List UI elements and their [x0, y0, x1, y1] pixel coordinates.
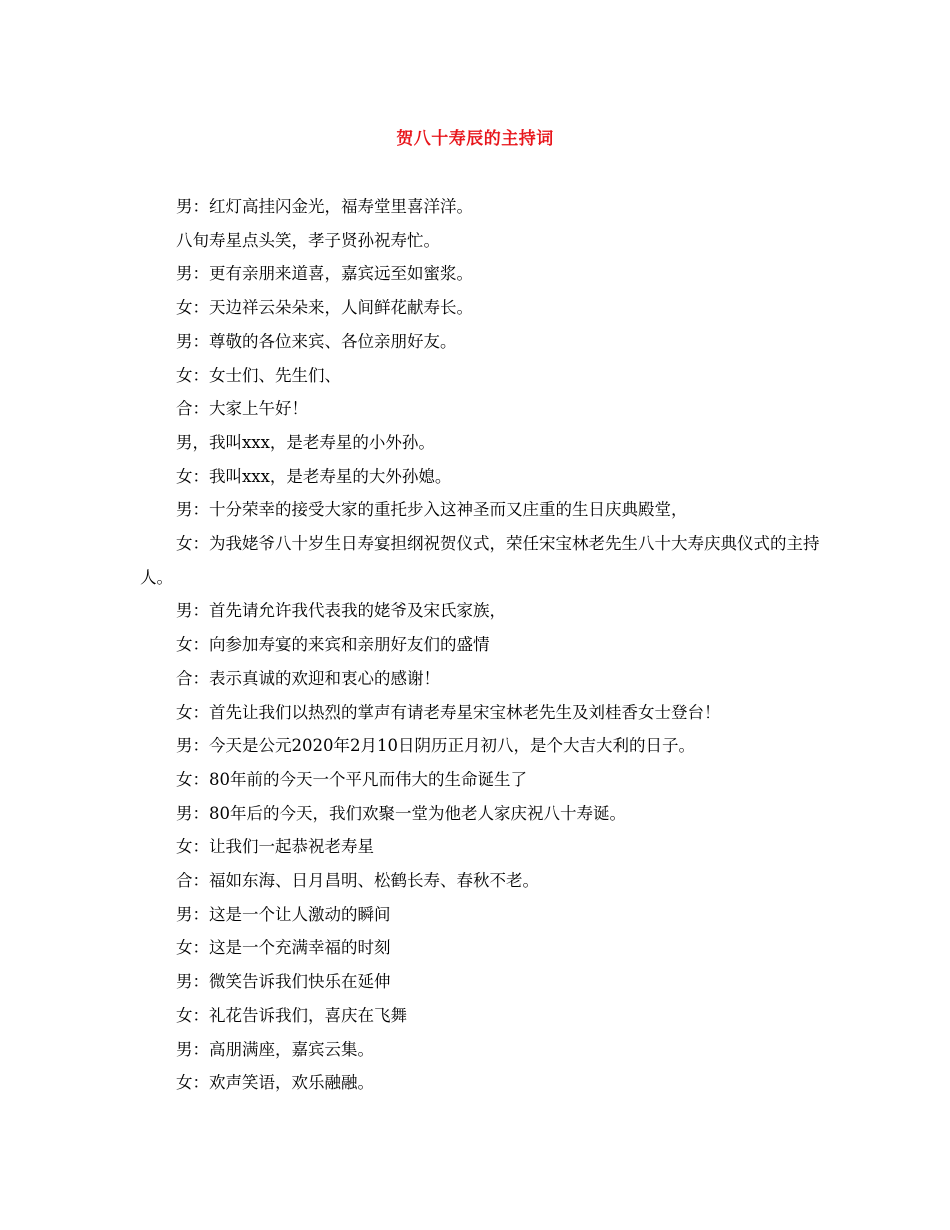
- paragraph: 女：女士们、先生们、: [176, 365, 341, 385]
- paragraph: 女：首先让我们以热烈的掌声有请老寿星宋宝林老先生及刘桂香女士登台！: [176, 702, 721, 722]
- paragraph: 女：我叫xxx，是老寿星的大外孙媳。: [176, 466, 452, 486]
- paragraph: 合：福如东海、日月昌明、松鹤长寿、春秋不老。: [176, 871, 539, 891]
- paragraph: 男：今天是公元2020年2月10日阴历正月初八，是个大吉大利的日子。: [176, 736, 695, 756]
- paragraph: 男：首先请允许我代表我的姥爷及宋氏家族，: [176, 601, 506, 621]
- paragraph: 男：十分荣幸的接受大家的重托步入这神圣而又庄重的生日庆典殿堂，: [176, 500, 688, 520]
- paragraph: 女：欢声笑语，欢乐融融。: [176, 1073, 374, 1093]
- paragraph: 男：尊敬的各位来宾、各位亲朋好友。: [176, 331, 457, 351]
- paragraph: 女：天边祥云朵朵来，人间鲜花献寿长。: [176, 298, 473, 318]
- paragraph: 男，我叫xxx，是老寿星的小外孙。: [176, 432, 435, 452]
- paragraph: 男：高朋满座，嘉宾云集。: [176, 1039, 374, 1059]
- paragraph: 女：礼花告诉我们，喜庆在飞舞: [176, 1005, 407, 1025]
- paragraph: 女：向参加寿宴的来宾和亲朋好友们的盛情: [176, 635, 490, 655]
- paragraph: 合：大家上午好！: [176, 399, 308, 419]
- document-body: [140, 190, 830, 1100]
- paragraph: 男：红灯高挂闪金光，福寿堂里喜洋洋。: [176, 197, 473, 216]
- paragraph: 女：80年前的今天一个平凡而伟大的生命诞生了: [176, 769, 527, 789]
- paragraph: 男：80年后的今天，我们欢聚一堂为他老人家庆祝八十寿诞。: [176, 803, 626, 823]
- paragraph: 男：这是一个让人激动的瞬间: [176, 904, 391, 924]
- paragraph: 合：表示真诚的欢迎和衷心的感谢！: [176, 668, 440, 688]
- paragraph: 女：为我姥爷八十岁生日寿宴担纲祝贺仪式，荣任宋宝林老先生八十大寿庆典仪式的主持人。: [140, 534, 820, 587]
- paragraph: 八旬寿星点头笑，孝子贤孙祝寿忙。: [176, 230, 440, 250]
- paragraph: 女：让我们一起恭祝老寿星: [176, 837, 374, 857]
- paragraph: 男：更有亲朋来道喜，嘉宾远至如蜜浆。: [176, 264, 473, 284]
- paragraph: 男：微笑告诉我们快乐在延伸: [176, 972, 391, 992]
- document-title: 贺八十寿辰的主持词: [396, 129, 554, 149]
- paragraph: 女：这是一个充满幸福的时刻: [176, 938, 391, 958]
